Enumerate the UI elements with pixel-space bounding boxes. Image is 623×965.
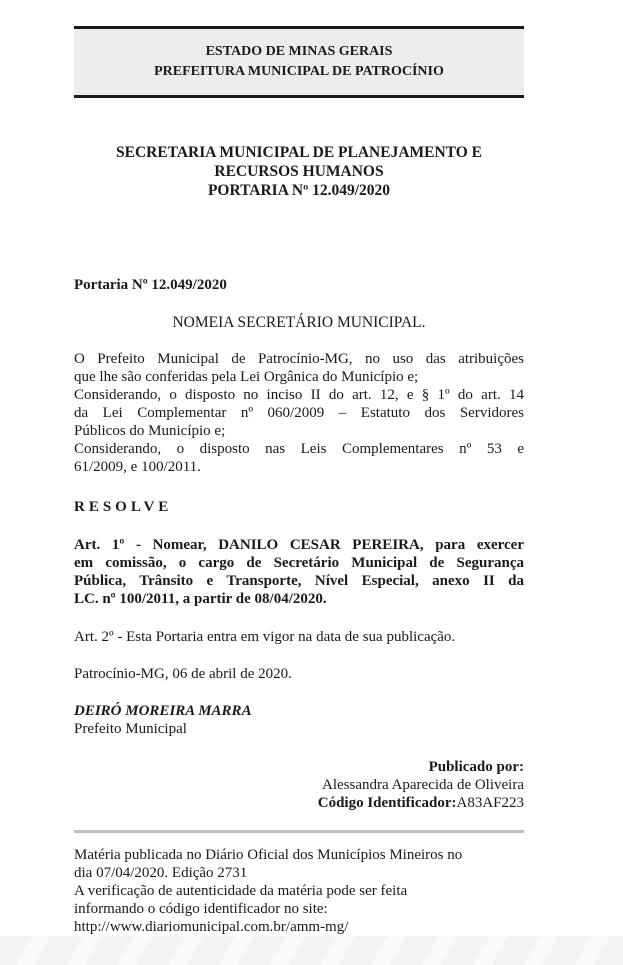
identifier-code-value: A83AF223 — [456, 795, 524, 811]
article-1-line: Art. 1º - Nomear, DANILO CESAR PEREIRA, para exercer — [74, 537, 524, 553]
background-band — [0, 936, 623, 965]
published-by-label: Publicado por: — [428, 759, 524, 775]
identifier-code — [74, 794, 524, 812]
department-line-1: SECRETARIA MUNICIPAL DE PLANEJAMENTO E — [115, 144, 483, 161]
document-title — [74, 143, 524, 200]
article-2: Art. 2º - Esta Portaria entra em vigor na data de sua publicação. — [74, 629, 456, 645]
preamble-line: Considerando, o disposto no inciso II do art. 12, e § 1º do art. 14 — [74, 387, 524, 403]
department-line-2: RECURSOS HUMANOS — [214, 163, 384, 180]
signatory-name: DEIRÓ MOREIRA MARRA — [74, 703, 252, 719]
publication-info — [74, 758, 524, 812]
portaria-heading: Portaria Nº 12.049/2020 — [74, 277, 227, 293]
preamble-line: O Prefeito Municipal de Patrocínio-MG, no uso das atribuições — [74, 351, 524, 367]
article-1-line: LC. nº 100/2011, a partir de 08/04/2020. — [74, 591, 327, 607]
footer-line: dia 07/04/2020. Edição 2731 — [74, 865, 248, 881]
portaria-subject: NOMEIA SECRETÁRIO MUNICIPAL. — [172, 314, 426, 331]
preamble-line: Públicos do Município e; — [74, 423, 226, 439]
portaria-number: PORTARIA Nº 12.049/2020 — [207, 182, 391, 199]
article-1-line: em comissão, o cargo de Secretário Municipal de Segurança — [74, 555, 524, 571]
preamble-line: que lhe são conferidas pela Lei Orgânica do Município e; — [74, 369, 419, 385]
footer-line: informando o código identificador no site: — [74, 901, 328, 917]
footer-line: Matéria publicada no Diário Oficial dos Municípios Mineiros no — [74, 847, 463, 863]
verification-url[interactable]: http://www.diariomunicipal.com.br/amm-mg/ — [74, 919, 349, 935]
footer-line: A verificação de autenticidade da matéria pode ser feita — [74, 883, 408, 899]
preamble-line: da Lei Complementar nº 060/2009 – Estatuto dos Servidores — [74, 405, 524, 421]
signature-block — [74, 702, 524, 738]
preamble-line: 61/2009, e 100/2011. — [74, 459, 201, 475]
article-1-line: Pública, Trânsito e Transporte, Nível Especial, anexo II da — [74, 573, 524, 589]
preamble — [74, 350, 524, 476]
identifier-code-label: Código Identificador: — [317, 795, 457, 811]
state-name: ESTADO DE MINAS GERAIS — [205, 44, 393, 59]
footer-divider — [74, 830, 524, 833]
place-date: Patrocínio-MG, 06 de abril de 2020. — [74, 666, 292, 682]
article-1 — [74, 536, 524, 608]
state-header — [74, 26, 524, 98]
resolve-heading: RESOLVE — [74, 499, 173, 515]
preamble-line: Considerando, o disposto nas Leis Complementares nº 53 e — [74, 441, 524, 457]
publisher-name: Alessandra Aparecida de Oliveira — [322, 777, 524, 793]
municipality-name: PREFEITURA MUNICIPAL DE PATROCÍNIO — [154, 64, 444, 79]
signatory-role: Prefeito Municipal — [74, 721, 187, 737]
publication-footer — [74, 846, 524, 936]
